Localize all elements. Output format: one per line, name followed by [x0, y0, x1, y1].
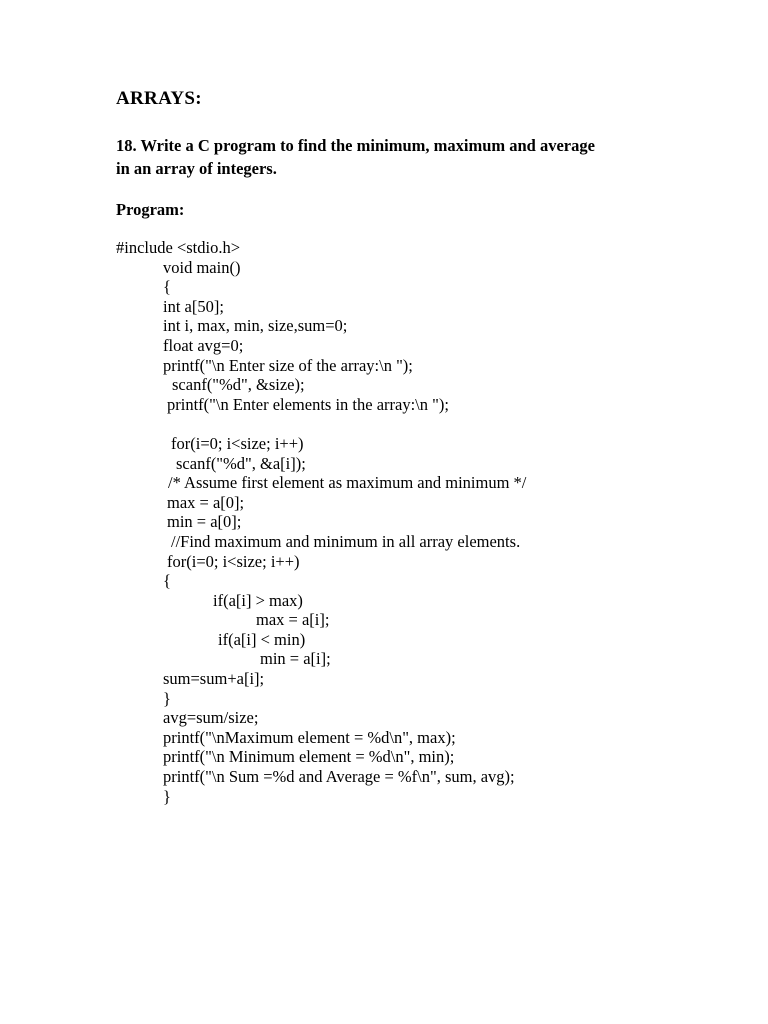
code-line: int a[50];	[163, 296, 224, 316]
program-label: Program:	[116, 200, 185, 219]
code-line: printf("\n Enter size of the array:\n ");	[163, 355, 413, 375]
code-line: max = a[0];	[167, 492, 245, 512]
code-line: /* Assume first element as maximum and minimum */	[168, 473, 527, 493]
code-block	[116, 238, 526, 806]
code-line: printf("\n Enter elements in the array:\n ");	[167, 394, 449, 414]
code-line-blank	[116, 414, 526, 434]
code-line: //Find maximum and minimum in all array elements.	[171, 531, 521, 551]
code-line: printf("\n Minimum element = %d\n", min);	[163, 747, 455, 767]
code-line: if(a[i] < min)	[218, 629, 306, 649]
code-line: scanf("%d", &a[i]);	[176, 453, 306, 473]
code-line: for(i=0; i<size; i++)	[167, 551, 300, 571]
code-line: sum=sum+a[i];	[163, 669, 265, 689]
code-line: float avg=0;	[163, 335, 244, 355]
question-line-1: 18. Write a C program to find the minimum, maximum and average	[116, 136, 595, 155]
section-heading: ARRAYS:	[116, 88, 202, 109]
code-line: printf("\nMaximum element = %d\n", max);	[163, 727, 456, 747]
code-line: if(a[i] > max)	[213, 590, 303, 610]
code-line: printf("\n Sum =%d and Average = %f\n", sum, avg);	[163, 767, 515, 787]
code-line: min = a[i];	[260, 649, 331, 669]
code-line: #include <stdio.h>	[116, 238, 241, 257]
code-line: min = a[0];	[167, 512, 242, 532]
code-line: for(i=0; i<size; i++)	[171, 433, 304, 453]
code-line: {	[163, 277, 171, 297]
code-line: }	[163, 688, 171, 708]
question-text	[116, 134, 676, 180]
code-line: void main()	[163, 257, 241, 277]
question-line-2: in an array of integers.	[116, 159, 277, 178]
code-line: scanf("%d", &size);	[172, 375, 305, 395]
code-line: max = a[i];	[256, 610, 330, 630]
code-line: {	[163, 571, 171, 591]
code-line: avg=sum/size;	[163, 708, 259, 728]
code-line: int i, max, min, size,sum=0;	[163, 316, 348, 336]
code-line: }	[163, 786, 171, 806]
